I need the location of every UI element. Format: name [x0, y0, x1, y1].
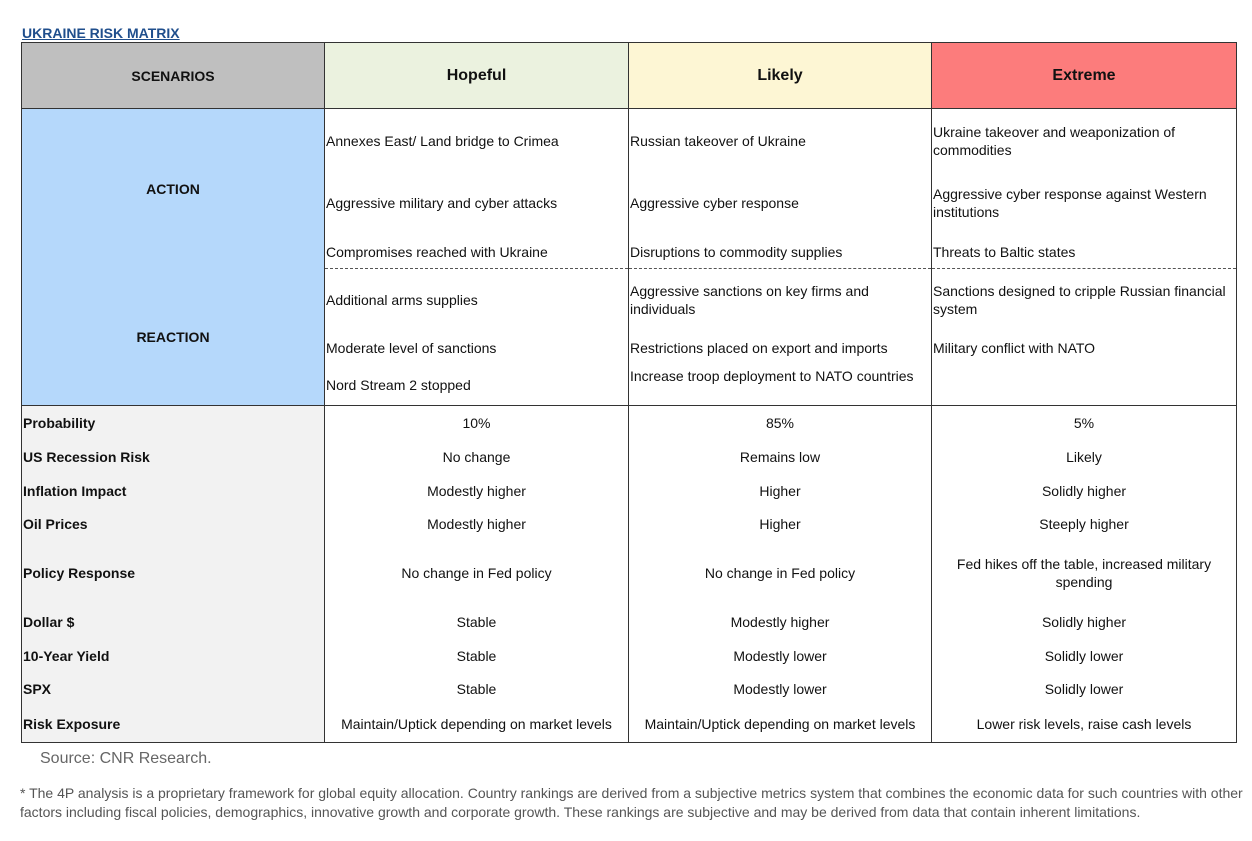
list-item: Additional arms supplies	[326, 292, 478, 308]
page-title: UKRAINE RISK MATRIX	[22, 25, 180, 41]
list-item: Compromises reached with Ukraine	[326, 244, 548, 260]
table-row	[22, 706, 1237, 743]
metric-hopeful: Modestly higher	[325, 508, 629, 541]
list-item: Aggressive cyber response against Western institutions	[933, 186, 1207, 220]
list-item: Ukraine takeover and weaponization of commodities	[933, 124, 1176, 158]
reaction-label-text: REACTION	[136, 328, 210, 345]
metric-hopeful: No change	[325, 440, 629, 474]
list-item: Sanctions designed to cripple Russian financial system	[933, 283, 1226, 317]
metric-label: 10-Year Yield	[22, 639, 325, 673]
table-row	[22, 406, 1237, 440]
metric-likely: 85%	[629, 406, 932, 440]
metric-label: Risk Exposure	[22, 706, 325, 743]
metric-extreme: Solidly lower	[932, 673, 1237, 706]
metric-label: Policy Response	[22, 541, 325, 605]
action-section	[22, 109, 1237, 269]
metric-likely: Modestly lower	[629, 639, 932, 673]
reaction-hopeful-cell	[325, 269, 629, 406]
metric-label: US Recession Risk	[22, 440, 325, 474]
list-item: Annexes East/ Land bridge to Crimea	[326, 133, 559, 149]
risk-matrix-table	[21, 42, 1237, 743]
metric-hopeful: 10%	[325, 406, 629, 440]
reaction-extreme-cell	[932, 269, 1237, 406]
hopeful-header: Hopeful	[325, 43, 629, 109]
list-item: Nord Stream 2 stopped	[326, 377, 471, 393]
metric-likely: Maintain/Uptick depending on market levels	[629, 706, 932, 743]
action-likely-cell	[629, 109, 932, 269]
metric-label: Inflation Impact	[22, 474, 325, 508]
table-row	[22, 541, 1237, 605]
metric-label: Dollar $	[22, 605, 325, 639]
metric-label: SPX	[22, 673, 325, 706]
metric-likely: No change in Fed policy	[629, 541, 932, 605]
metric-likely: Modestly higher	[629, 605, 932, 639]
metric-extreme: Solidly higher	[932, 474, 1237, 508]
table-row	[22, 508, 1237, 541]
table-row	[22, 639, 1237, 673]
list-item: Aggressive military and cyber attacks	[326, 195, 558, 211]
action-label	[22, 109, 325, 269]
metric-label: Oil Prices	[22, 508, 325, 541]
source-note: Source: CNR Research.	[40, 750, 212, 767]
list-item: Russian takeover of Ukraine	[630, 133, 806, 149]
likely-header: Likely	[629, 43, 932, 109]
list-item: Moderate level of sanctions	[326, 340, 497, 356]
footnote: * The 4P analysis is a proprietary framework for global equity allocation. Country rankings are derived from a subjective metrics system that combines the economic data for such countries with other factors including fiscal policies, demographics, innovative growth and corporate growth. These rankings are subjective and may be derived from data that contain inherent limitations.	[20, 785, 1243, 820]
action-label-text: ACTION	[146, 180, 200, 197]
list-item: Disruptions to commodity supplies	[630, 244, 843, 260]
metric-extreme: Steeply higher	[932, 508, 1237, 541]
metric-extreme: Likely	[932, 440, 1237, 474]
metric-extreme: 5%	[932, 406, 1237, 440]
list-item: Threats to Baltic states	[933, 244, 1076, 260]
list-item: Increase troop deployment to NATO countries	[630, 368, 914, 384]
metric-likely: Remains low	[629, 440, 932, 474]
extreme-header: Extreme	[932, 43, 1237, 109]
table-row	[22, 474, 1237, 508]
metric-hopeful: Stable	[325, 639, 629, 673]
header-row	[22, 43, 1237, 109]
table-row	[22, 605, 1237, 639]
metric-extreme: Solidly lower	[932, 639, 1237, 673]
metric-hopeful: Modestly higher	[325, 474, 629, 508]
scenarios-header: SCENARIOS	[22, 43, 325, 109]
list-item: Aggressive cyber response	[630, 195, 799, 211]
reaction-label	[22, 269, 325, 406]
metric-extreme: Fed hikes off the table, increased military spending	[932, 541, 1237, 605]
list-item: Aggressive sanctions on key firms and individuals	[630, 283, 869, 317]
metric-likely: Higher	[629, 474, 932, 508]
table-row	[22, 440, 1237, 474]
metric-extreme: Solidly higher	[932, 605, 1237, 639]
reaction-section	[22, 269, 1237, 406]
metric-likely: Higher	[629, 508, 932, 541]
action-hopeful-cell	[325, 109, 629, 269]
list-item: Restrictions placed on export and imports	[630, 340, 888, 356]
table-row	[22, 673, 1237, 706]
metric-hopeful: No change in Fed policy	[325, 541, 629, 605]
reaction-likely-cell	[629, 269, 932, 406]
action-extreme-cell	[932, 109, 1237, 269]
metric-label: Probability	[22, 406, 325, 440]
metric-hopeful: Stable	[325, 673, 629, 706]
metric-hopeful: Stable	[325, 605, 629, 639]
metric-likely: Modestly lower	[629, 673, 932, 706]
metric-extreme: Lower risk levels, raise cash levels	[932, 706, 1237, 743]
metric-hopeful: Maintain/Uptick depending on market levels	[325, 706, 629, 743]
list-item: Military conflict with NATO	[933, 340, 1096, 356]
